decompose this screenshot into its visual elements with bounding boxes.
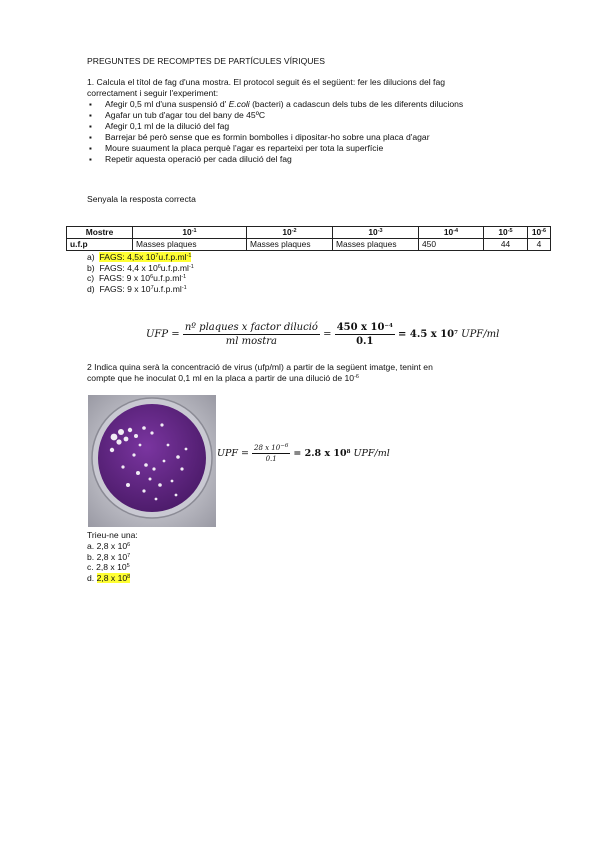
- plaque: [124, 437, 129, 442]
- q2-intro-line2: compte que he inoculat 0,1 ml en la placa a partir de una dilució de $10^{-6}$: [87, 373, 359, 383]
- plaque: [175, 494, 178, 497]
- protocol-step: ▪ Afegir 0,1 ml de la dilució del fag: [87, 121, 527, 132]
- protocol-step: ▪ Agafar un tub d'agar tou del bany de 45ºC: [87, 110, 527, 121]
- plaque: [126, 483, 130, 487]
- table-row: [67, 239, 551, 251]
- plaque: [149, 478, 152, 481]
- plaque: [121, 465, 124, 468]
- table-header-cell: $10^{-1}$: [133, 227, 247, 239]
- table-header-cell: $10^{-4}$: [419, 227, 484, 239]
- table-cell: 4: [528, 239, 551, 251]
- table-header-cell: $10^{-5}$: [484, 227, 528, 239]
- page-title: PREGUNTES DE RECOMPTES DE PARTÍCULES VÍRIQUES: [87, 56, 325, 66]
- q1-options: [87, 252, 194, 294]
- plaque: [171, 480, 174, 483]
- plaque: [152, 467, 155, 470]
- protocol-step: ▪ Repetir aquesta operació per cada dilució del fag: [87, 154, 527, 165]
- plaque: [118, 429, 124, 435]
- plaque: [139, 444, 142, 447]
- option-b[interactable]: b) FAGS: 4,4 x $10^6u.f.p.ml^{-1}$: [87, 262, 194, 273]
- agar-plate: [98, 404, 206, 512]
- plaque: [160, 423, 163, 426]
- petri-dish-image: [88, 395, 216, 527]
- plaque: [150, 431, 153, 434]
- table-header-cell: $10^{-3}$: [333, 227, 419, 239]
- plaque: [144, 463, 148, 467]
- plaque: [167, 444, 170, 447]
- q2-prompt: Trieu-ne una:: [87, 530, 138, 540]
- table-row-label: u.f.p: [67, 239, 133, 251]
- plaque: [111, 434, 118, 441]
- formula-fraction: $\frac{28 x 10^{-6}}{0.1}$: [254, 443, 289, 463]
- plaque: [128, 428, 132, 432]
- table-cell: 44: [484, 239, 528, 251]
- table-cell: Masses plaques: [133, 239, 247, 251]
- answer-c[interactable]: c. 2,8 x $10^5$: [87, 562, 130, 573]
- table-header-cell: $10^{-6}$: [528, 227, 551, 239]
- answer-b[interactable]: b. 2,8 x $10^7$: [87, 551, 131, 562]
- plaque: [116, 439, 121, 444]
- protocol-step: ▪ Barrejar bé però sense que es formin bombolles i dipositar-ho sobre una placa d'agar: [87, 132, 527, 143]
- formula-fraction: $\frac{\text{nº plaques x factor dilució}}{\text{ml mostra}}$: [184, 322, 318, 347]
- option-c[interactable]: c) FAGS: 9 x $10^6u.f.p.ml^{-1}$: [87, 273, 187, 284]
- plaque: [158, 483, 162, 487]
- plaque: [136, 471, 140, 475]
- plaque: [180, 467, 183, 470]
- q1-prompt: Senyala la resposta correcta: [87, 194, 196, 204]
- q1-intro-line1: 1. Calcula el títol de fag d'una mostra. El protocol seguit és el següent: fer les dilucions del fag: [87, 77, 446, 87]
- table-cell: 450: [419, 239, 484, 251]
- formula-fraction: $\frac{450 x 10^{-4}}{0.1}$: [336, 322, 393, 347]
- plaque: [142, 426, 146, 430]
- q1-intro-line2: correctament i seguir l'experiment:: [87, 88, 219, 98]
- plaque: [134, 434, 138, 438]
- dilution-table: [66, 226, 551, 251]
- option-d[interactable]: d) FAGS: 9 x $10^7u.f.p.ml^{-1}$: [87, 283, 187, 294]
- upf-formula: UPF = $\frac{28 x 10^{-6}}{0.1}$ = 2.8 x $10^8$ UPF/ml: [217, 443, 390, 463]
- table-header-cell: $10^{-2}$: [247, 227, 333, 239]
- plaque: [185, 448, 188, 451]
- answer-d[interactable]: d. 2,8 x $10^8$: [87, 572, 131, 583]
- protocol-steps: [87, 99, 527, 165]
- answer-a[interactable]: a. 2,8 x $10^6$: [87, 541, 131, 551]
- table-cell: Masses plaques: [247, 239, 333, 251]
- protocol-step: ▪ Moure suaument la placa perquè l'agar es reparteixi per tota la superfície: [87, 143, 527, 154]
- table-header-cell: Mostre: [67, 227, 133, 239]
- protocol-step: ▪ Afegir 0,5 ml d'una suspensió d' E.coli (bacteri) a cadascun dels tubs de les diferents dilucions: [87, 99, 527, 110]
- plaque: [110, 448, 114, 452]
- q2-intro-line1: 2 Indica quina serà la concentració de virus (ufp/ml) a partir de la següent imatge, tenint en: [87, 362, 433, 372]
- plaque: [155, 498, 158, 501]
- ufp-formula: UFP = $\frac{\text{nº plaques x factor dilució}}{\text{ml mostra}}$ = $\frac{450 x 10^{-4}}{0.1}$ = 4.5 x $10^7$ UPF/ml: [146, 322, 500, 347]
- plaque: [142, 489, 145, 492]
- plaque: [132, 453, 135, 456]
- table-header-row: [67, 227, 551, 239]
- q2-answers: [87, 541, 130, 583]
- plaque: [176, 455, 180, 459]
- table-cell: Masses plaques: [333, 239, 419, 251]
- option-a[interactable]: a) FAGS: 4,5x $10^7u.f.p.ml^{-1}$: [87, 252, 192, 262]
- plaque: [163, 460, 166, 463]
